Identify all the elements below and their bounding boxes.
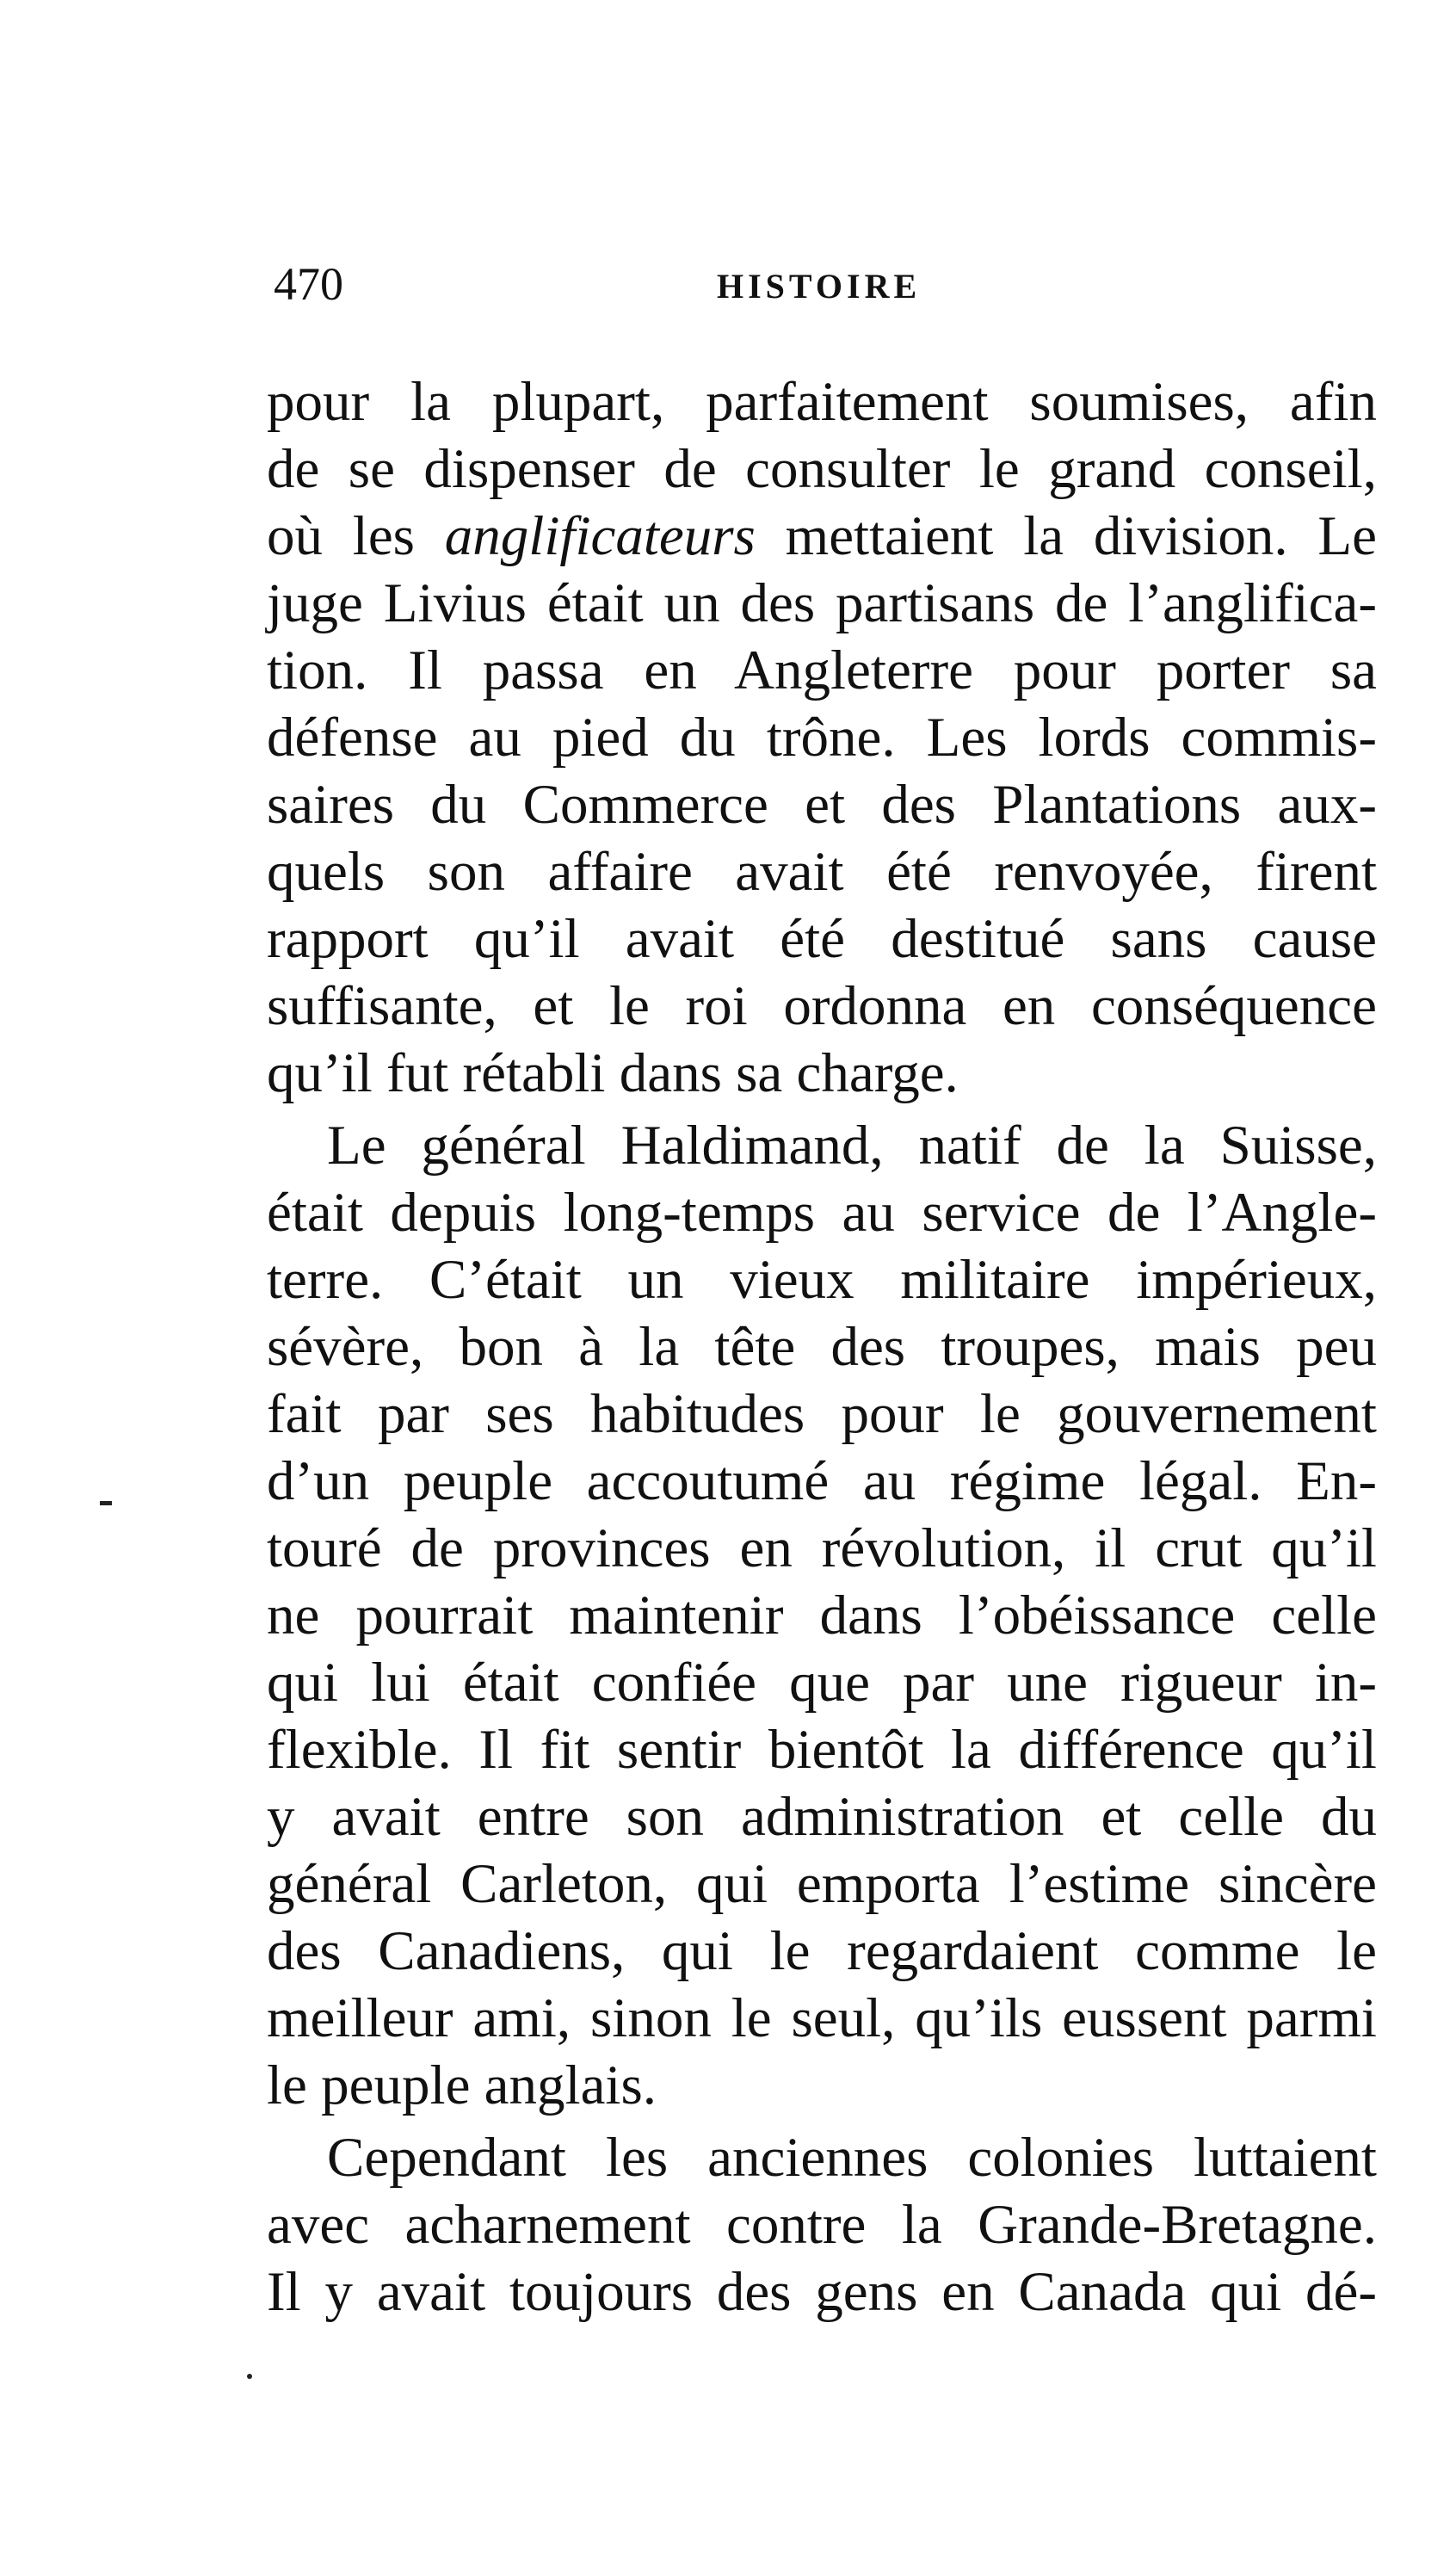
text-line: défense au pied du trône. Les lords commis- (267, 707, 1377, 769)
page-number: 470 (274, 258, 343, 310)
paragraph-1 (267, 368, 1377, 1107)
text-line: qui lui était confiée que par une rigueur in- (267, 1652, 1377, 1714)
margin-dot (247, 2374, 252, 2379)
text-line: flexible. Il fit sentir bientôt la différence qu’il (267, 1719, 1377, 1781)
text-line: rapport qu’il avait été destitué sans cause (267, 908, 1377, 970)
text-line: avec acharnement contre la Grande-Bretagne. (267, 2194, 1377, 2256)
running-head (274, 258, 1392, 310)
text-line: quels son affaire avait été renvoyée, firent (267, 841, 1377, 903)
margin-mark (100, 1501, 112, 1505)
text-line: tion. Il passa en Angleterre pour porter sa (267, 639, 1377, 701)
text-line: qu’il fut rétabli dans sa charge. (267, 1042, 959, 1104)
text-line: y avait entre son administration et celle du (267, 1786, 1377, 1848)
text-line: touré de provinces en révolution, il crut qu’il (267, 1517, 1377, 1579)
text-line: des Canadiens, qui le regardaient comme le (267, 1920, 1377, 1982)
paragraph-2 (267, 1112, 1377, 2119)
text-line: où les anglificateurs mettaient la division. Le (267, 505, 1377, 567)
text-line: Cependant les anciennes colonies luttaient (327, 2127, 1377, 2189)
text-line: juge Livius était un des partisans de l’anglifica- (267, 572, 1377, 634)
text-line: le peuple anglais. (267, 2054, 657, 2116)
text-line: Le général Haldimand, natif de la Suisse, (327, 1115, 1377, 1177)
paragraph-3 (267, 2124, 1377, 2326)
text-line: était depuis long-temps au service de l’Angle- (267, 1182, 1377, 1244)
text-line: saires du Commerce et des Plantations aux- (267, 774, 1377, 836)
text-line: fait par ses habitudes pour le gouvernement (267, 1383, 1377, 1445)
body-text (267, 368, 1377, 2326)
text-line: de se dispenser de consulter le grand conseil, (267, 438, 1377, 500)
text-line: d’un peuple accoutumé au régime légal. En- (267, 1450, 1377, 1512)
text-line: suffisante, et le roi ordonna en conséquence (267, 975, 1377, 1037)
running-title: HISTOIRE (717, 267, 922, 306)
text-line: ne pourrait maintenir dans l’obéissance celle (267, 1585, 1377, 1646)
text-line: sévère, bon à la tête des troupes, mais peu (267, 1316, 1377, 1378)
text-line: Il y avait toujours des gens en Canada qui dé- (267, 2261, 1377, 2323)
text-line: terre. C’était un vieux militaire impérieux, (267, 1249, 1377, 1311)
italic-term: anglificateurs (444, 505, 756, 567)
text-line: meilleur ami, sinon le seul, qu’ils eussent parmi (267, 1987, 1377, 2049)
text-line: général Carleton, qui emporta l’estime sincère (267, 1853, 1377, 1915)
text-line: pour la plupart, parfaitement soumises, afin (267, 371, 1377, 433)
